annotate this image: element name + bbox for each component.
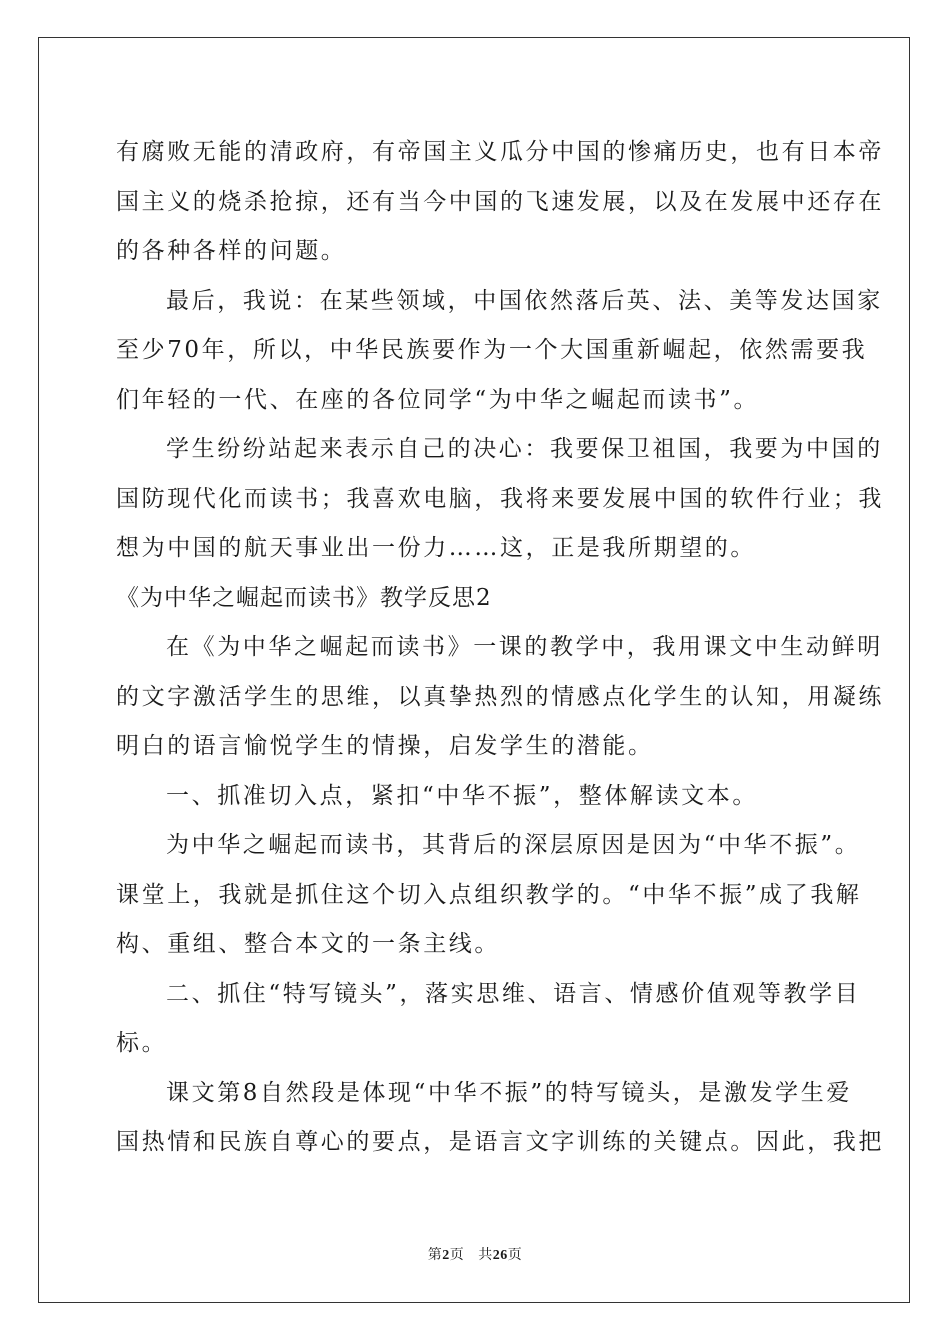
subheading-two: 二、抓住“特写镜头”，落实思维、语言、情感价值观等教学目 xyxy=(166,980,861,1007)
paragraph-start: 为中华之崛起而读书，其背后的深层原因是因为“中华不振”。 xyxy=(166,832,861,858)
text-line: 标。 xyxy=(116,1030,168,1056)
text-line: 想为中国的航天事业出一份力……这，正是我所期望的。 xyxy=(116,535,756,561)
text-line: 国防现代化而读书；我喜欢电脑，我将来要发展中国的软件行业；我 xyxy=(116,485,884,512)
page-suffix: 页 xyxy=(449,1247,465,1263)
paragraph-start: 学生纷纷站起来表示自己的决心：我要保卫祖国，我要为中国的 xyxy=(166,436,883,462)
paragraph-start: 课文第8自然段是体现“中华不振”的特写镜头，是激发学生爱 xyxy=(166,1079,852,1106)
text-line: 国热情和民族自尊心的要点，是语言文字训练的关键点。因此，我把 xyxy=(116,1129,884,1155)
total-suffix: 页 xyxy=(507,1247,523,1263)
text-line: 国主义的烧杀抢掠，还有当今中国的飞速发展，以及在发展中还存在 xyxy=(116,188,884,215)
section-heading: 《为中华之崛起而读书》教学反思2 xyxy=(116,584,492,611)
text-line: 的各种各样的问题。 xyxy=(116,238,347,264)
paragraph-start: 最后，我说：在某些领域，中国依然落后英、法、美等发达国家 xyxy=(166,287,883,314)
text-line: 的文字激活学生的思维，以真挚热烈的情感点化学生的认知，用凝练 xyxy=(116,683,884,710)
page-footer xyxy=(0,1245,950,1266)
page-prefix: 第 xyxy=(427,1247,443,1263)
text-line: 明白的语言愉悦学生的情操，启发学生的潜能。 xyxy=(116,733,654,759)
total-prefix: 共 xyxy=(478,1247,493,1263)
document-body xyxy=(116,128,884,1168)
text-line: 构、重组、整合本文的一条主线。 xyxy=(116,931,500,957)
page-number: 2 xyxy=(442,1248,450,1263)
text-line: 们年轻的一代、在座的各位同学“为中华之崛起而读书”。 xyxy=(116,386,760,413)
text-line: 课堂上，我就是抓住这个切入点组织教学的。“中华不振”成了我解 xyxy=(116,881,862,908)
text-line: 有腐败无能的清政府，有帝国主义瓜分中国的惨痛历史，也有日本帝 xyxy=(116,139,884,165)
paragraph-start: 在《为中华之崛起而读书》一课的教学中，我用课文中生动鲜明 xyxy=(166,634,883,660)
text-line: 至少70年，所以，中华民族要作为一个大国重新崛起，依然需要我 xyxy=(116,337,868,363)
total-pages: 26 xyxy=(492,1248,508,1263)
subheading-one: 一、抓准切入点，紧扣“中华不振”，整体解读文本。 xyxy=(166,782,758,809)
